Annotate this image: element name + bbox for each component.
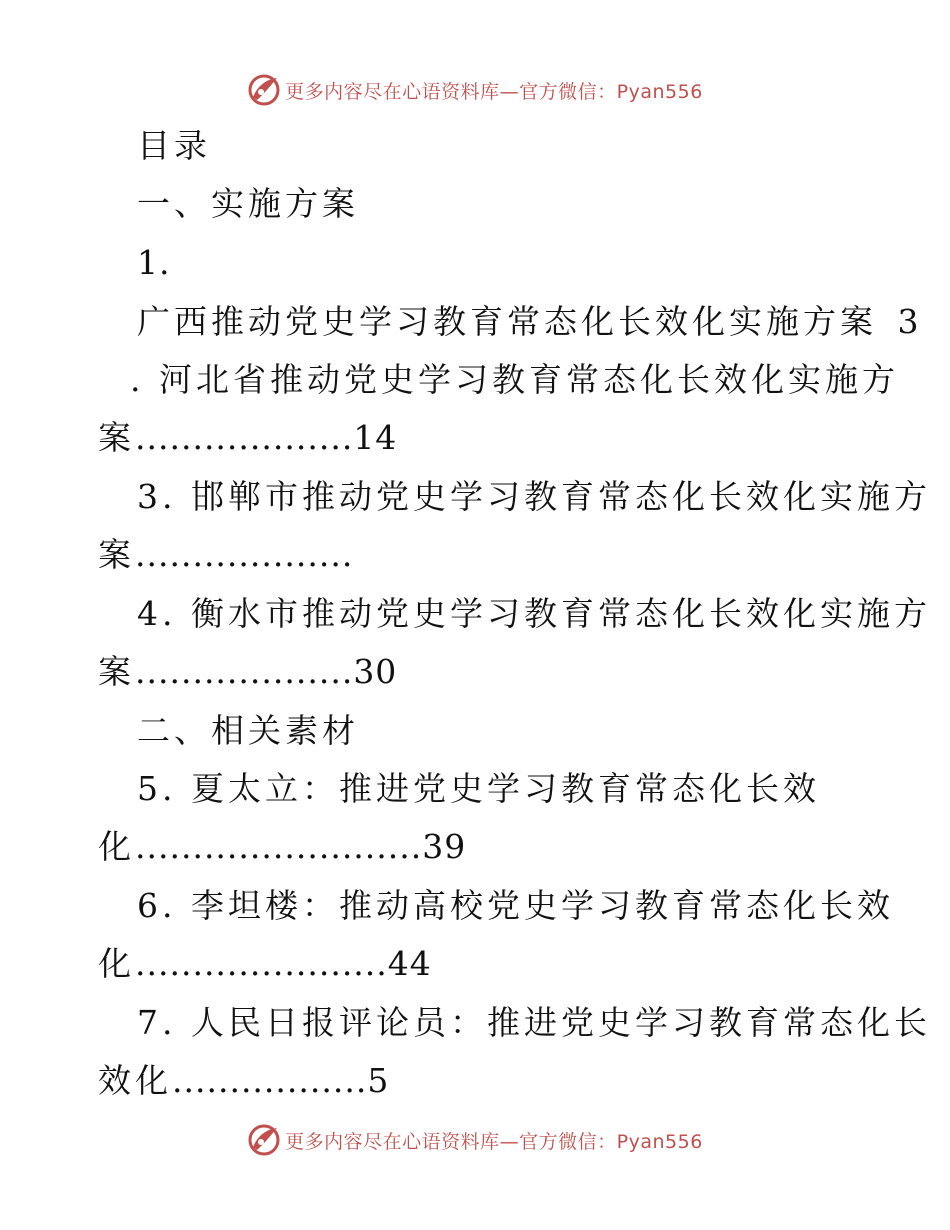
toc-item-5-line-2: 化.........................39 bbox=[98, 827, 467, 866]
pen-logo-icon bbox=[247, 73, 281, 107]
header-watermark bbox=[0, 70, 950, 110]
toc-item-6-line-1: 6. 李坦楼：推动高校党史学习教育常态化长效 bbox=[137, 886, 894, 925]
toc-item-7-line-2: 效化.................5 bbox=[98, 1061, 390, 1100]
toc-item-3-dots: ................... bbox=[135, 535, 354, 574]
watermark-text: 更多内容尽在心语资料库—官方微信：Pyan556 bbox=[285, 1130, 703, 1153]
toc-item-5-page: 39 bbox=[422, 827, 467, 866]
toc-section-1: 一、实施方案 bbox=[137, 184, 359, 223]
toc-item-6-line-2: 化......................44 bbox=[98, 944, 432, 983]
toc-item-3-line-1: 3. 邯郸市推动党史学习教育常态化长效化实施方 bbox=[137, 477, 931, 516]
toc-item-7-dots: ................. bbox=[172, 1061, 368, 1100]
toc-item-7-line-1: 7. 人民日报评论员：推进党史学习教育常态化长 bbox=[137, 1003, 931, 1042]
toc-item-2-line-1: . 河北省推动党史学习教育常态化长效化实施方 bbox=[130, 360, 899, 399]
toc-item-5-line-1: 5. 夏太立：推进党史学习教育常态化长效 bbox=[137, 769, 820, 808]
watermark-text: 更多内容尽在心语资料库—官方微信：Pyan556 bbox=[285, 80, 703, 103]
toc-item-1 bbox=[137, 302, 920, 342]
toc-item-4-page: 30 bbox=[353, 652, 398, 691]
toc-item-1-number: 1. bbox=[137, 243, 171, 282]
toc-section-2: 二、相关素材 bbox=[137, 711, 359, 750]
toc-item-2-dots: ................... bbox=[135, 418, 354, 457]
toc-title: 目录 bbox=[137, 126, 211, 165]
pen-logo-icon bbox=[247, 1123, 281, 1157]
toc-item-4-line-2: 案...................30 bbox=[98, 652, 398, 691]
toc-item-1-text: 广西推动党史学习教育常态化长效化实施方案 bbox=[137, 302, 877, 341]
toc-item-3-line-2: 案................... bbox=[98, 535, 354, 574]
toc-item-4-dots: ................... bbox=[135, 652, 354, 691]
toc-item-6-dots: ...................... bbox=[135, 944, 388, 983]
toc-item-6-page: 44 bbox=[387, 944, 432, 983]
footer-watermark bbox=[0, 1120, 950, 1160]
toc-item-2-line-2: 案...................14 bbox=[98, 418, 398, 457]
toc-item-1-page: 3 bbox=[897, 302, 920, 341]
toc-item-2-page: 14 bbox=[353, 418, 398, 457]
toc-item-7-page: 5 bbox=[367, 1061, 390, 1100]
toc-item-4-line-1: 4. 衡水市推动党史学习教育常态化长效化实施方 bbox=[137, 594, 931, 633]
toc-item-5-dots: ......................... bbox=[135, 827, 423, 866]
